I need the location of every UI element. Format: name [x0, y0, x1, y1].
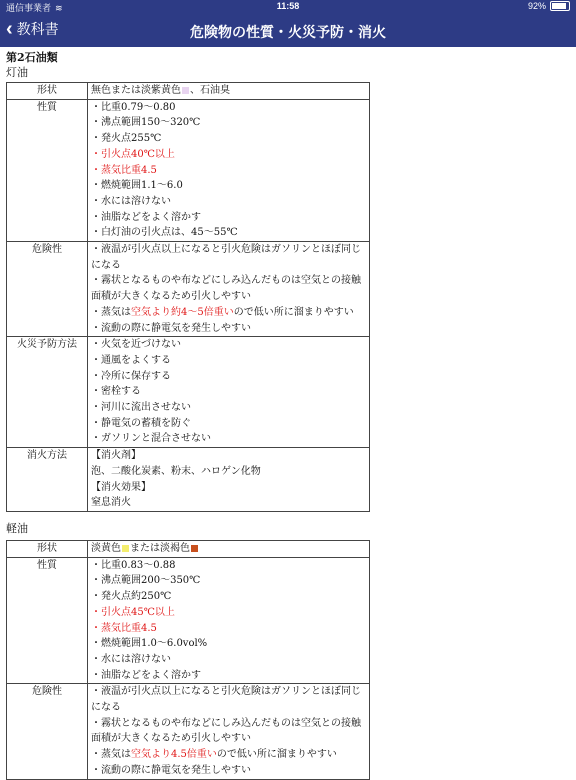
row-label: 危険性 — [7, 242, 88, 337]
clock: 11:58 — [276, 1, 300, 11]
chevron-left-icon: ‹ — [6, 18, 13, 40]
row-value — [88, 448, 370, 512]
value-line — [91, 747, 366, 763]
value-text: ・蒸気は — [91, 749, 131, 761]
value-text: ・蒸気は — [91, 306, 131, 318]
value-line: 泡、二酸化炭素、粉末、ハロゲン化物 — [91, 465, 261, 477]
value-line: ・霧状となるものや布などにしみ込んだものは空気との接触 — [91, 717, 361, 729]
back-button-label: 教科書 — [16, 21, 59, 37]
article-content[interactable] — [0, 47, 576, 776]
value-line: ・燃焼範囲1.0〜6.0vol% — [91, 638, 208, 650]
battery-indicator: 92% — [528, 1, 570, 11]
color-swatch — [122, 545, 129, 552]
table-row — [7, 83, 370, 100]
value-line: ・比重0.83〜0.88 — [91, 559, 176, 571]
highlight-text: 空気より約4〜5倍重い — [131, 306, 234, 318]
value-line: ・霧状となるものや布などにしみ込んだものは空気との接触 — [91, 275, 361, 287]
section-title: 第2石油類 — [6, 51, 58, 64]
page-title: 危険物の性質・火災予防・消火 — [190, 24, 386, 40]
value-line: ・発火点約250℃ — [91, 591, 172, 603]
substance-name: 軽油 — [6, 521, 28, 535]
value-line: ・水には溶けない — [91, 195, 171, 207]
value-line: 【消火効果】 — [91, 481, 151, 493]
row-value — [88, 540, 370, 557]
value-line: ・火気を近づけない — [91, 339, 181, 351]
value-text: ので低い所に溜まりやすい — [216, 749, 337, 761]
row-label: 形状 — [7, 83, 88, 100]
value-line: ・水には溶けない — [91, 653, 171, 665]
row-label: 性質 — [7, 99, 88, 241]
value-text: ので低い所に溜まりやすい — [233, 306, 354, 318]
value-line: ・密栓する — [91, 386, 141, 398]
table-row — [7, 557, 370, 684]
property-table — [6, 82, 370, 512]
row-label: 危険性 — [7, 684, 88, 779]
carrier-label: 通信事業者 ≋ — [6, 3, 63, 13]
value-line: 【消火剤】 — [91, 450, 141, 462]
value-line — [91, 305, 366, 321]
table-row — [7, 540, 370, 557]
value-line: ・白灯油の引火点は、45〜55℃ — [91, 227, 238, 239]
table-row — [7, 242, 370, 337]
status-bar — [0, 0, 576, 14]
property-table — [6, 540, 370, 780]
table-row — [7, 448, 370, 512]
value-line: ・流動の際に静電気を発生しやすい — [91, 322, 251, 334]
substance-name: 灯油 — [6, 66, 28, 79]
color-swatch — [182, 87, 189, 94]
value-line: ・沸点範囲150〜320℃ — [91, 117, 201, 129]
value-text: 、石油臭 — [190, 85, 230, 96]
color-swatch — [191, 545, 198, 552]
navigation-bar — [0, 14, 576, 47]
value-line: ・燃焼範囲1.1〜6.0 — [91, 180, 183, 192]
value-line: ・液温が引火点以上になると引火危険はガソリンとほぼ同じ — [91, 686, 361, 698]
value-line: 面積が大きくなるため引火しやすい — [91, 733, 251, 745]
value-text: 無色または淡紫黄色 — [91, 85, 181, 96]
value-line: ・蒸気比重4.5 — [91, 164, 157, 176]
substance-tables — [6, 66, 570, 780]
value-line: ・蒸気比重4.5 — [91, 622, 157, 634]
value-text: または淡褐色 — [130, 542, 190, 554]
row-value — [88, 557, 370, 684]
value-line: ・引火点40℃以上 — [91, 148, 175, 160]
value-line: ・静電気の蓄積を防ぐ — [91, 417, 191, 429]
row-value — [88, 83, 370, 100]
row-value — [88, 337, 370, 448]
row-value — [88, 242, 370, 337]
value-line: ・比重0.79〜0.80 — [91, 101, 176, 113]
value-line: ・流動の際に静電気を発生しやすい — [91, 764, 251, 776]
row-label: 形状 — [7, 540, 88, 557]
table-row — [7, 684, 370, 779]
value-line — [91, 83, 366, 99]
table-row — [7, 337, 370, 448]
value-line: ・冷所に保存する — [91, 370, 171, 382]
row-value — [88, 99, 370, 241]
value-line: になる — [91, 702, 121, 714]
value-line — [91, 541, 366, 557]
value-line: ・油脂などをよく溶かす — [91, 669, 201, 681]
wifi-icon: ≋ — [55, 3, 63, 13]
value-line: ・通風をよくする — [91, 354, 171, 366]
value-line: になる — [91, 259, 121, 271]
value-line: ・ガソリンと混合させない — [91, 433, 211, 445]
battery-icon — [550, 1, 570, 11]
table-row — [7, 99, 370, 241]
value-line: ・液温が引火点以上になると引火危険はガソリンとほぼ同じ — [91, 244, 361, 256]
value-line: 窒息消火 — [91, 497, 131, 509]
highlight-text: 空気より4.5倍重い — [131, 749, 217, 761]
value-line: ・河川に流出させない — [91, 402, 191, 414]
value-text: 淡黄色 — [91, 542, 121, 554]
row-value — [88, 684, 370, 779]
row-label: 火災予防方法 — [7, 337, 88, 448]
value-line: ・発火点255℃ — [91, 133, 162, 145]
value-line: 面積が大きくなるため引火しやすい — [91, 291, 251, 303]
value-line: ・油脂などをよく溶かす — [91, 211, 201, 223]
row-label: 消火方法 — [7, 448, 88, 512]
row-label: 性質 — [7, 557, 88, 684]
value-line: ・引火点45℃以上 — [91, 606, 175, 618]
value-line: ・沸点範囲200〜350℃ — [91, 575, 201, 587]
